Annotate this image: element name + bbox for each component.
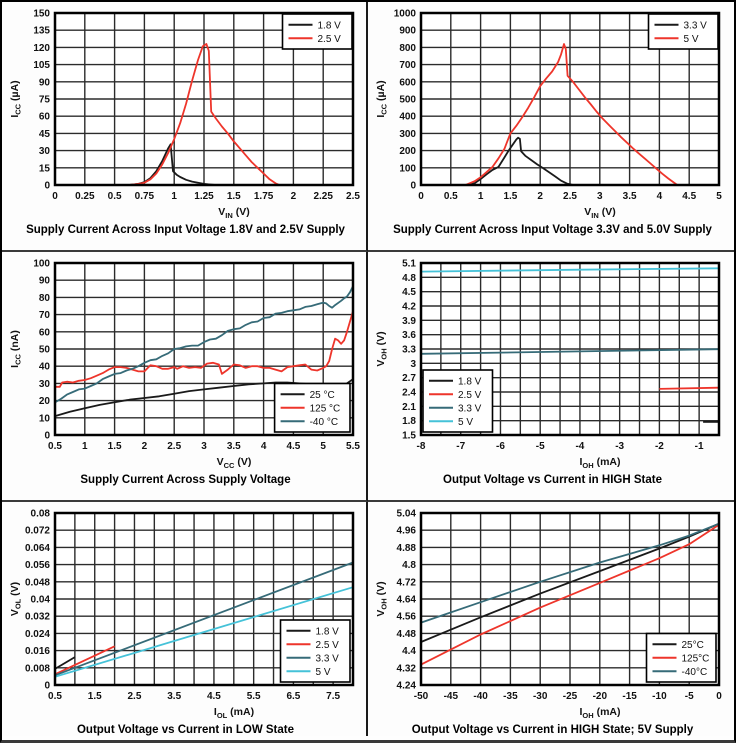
supply-current-vs-vcc-plot xyxy=(5,258,363,458)
svg-text:2.5 V: 2.5 V xyxy=(458,389,482,401)
svg-text:2.5: 2.5 xyxy=(167,441,182,452)
svg-text:0: 0 xyxy=(410,180,416,192)
x-axis-label: $I_{OL}$ (mA) xyxy=(213,706,255,721)
svg-text:2.25: 2.25 xyxy=(313,191,333,202)
svg-text:-6: -6 xyxy=(496,441,505,452)
supply-current-1v8-2v5-plot xyxy=(5,8,363,208)
svg-text:0: 0 xyxy=(418,191,424,202)
svg-text:4.4: 4.4 xyxy=(402,646,416,658)
svg-text:3.5: 3.5 xyxy=(167,691,182,702)
svg-text:2.7: 2.7 xyxy=(402,373,416,385)
svg-text:125°C: 125°C xyxy=(681,653,710,665)
svg-text:1.5: 1.5 xyxy=(107,441,122,452)
svg-text:25°C: 25°C xyxy=(681,639,704,651)
svg-text:4.56: 4.56 xyxy=(396,611,416,623)
svg-text:-50: -50 xyxy=(413,691,429,702)
svg-text:-30: -30 xyxy=(532,691,548,702)
chart-title: Supply Current Across Input Voltage 1.8V and 2.5V Supply xyxy=(26,224,345,237)
svg-text:5: 5 xyxy=(716,191,722,202)
svg-text:135: 135 xyxy=(33,25,50,37)
svg-text:4.5: 4.5 xyxy=(206,691,221,702)
chart-panel-voh-high-state-5v xyxy=(368,502,734,736)
x-axis-label: $V_{IN}$ (V) xyxy=(584,206,616,221)
svg-text:-3: -3 xyxy=(615,441,625,452)
svg-text:1.5: 1.5 xyxy=(87,691,102,702)
svg-text:4.32: 4.32 xyxy=(396,663,416,675)
svg-text:120: 120 xyxy=(33,42,50,54)
svg-text:4.5: 4.5 xyxy=(402,287,416,299)
svg-text:0.04: 0.04 xyxy=(30,594,50,606)
svg-text:1.8: 1.8 xyxy=(402,416,416,428)
svg-text:25 °C: 25 °C xyxy=(309,389,335,401)
x-axis-label: $I_{OH}$ (mA) xyxy=(579,456,621,471)
svg-text:30: 30 xyxy=(38,146,50,158)
svg-text:60: 60 xyxy=(38,327,50,339)
svg-text:VOL (V): $V_{OL}$ (V) xyxy=(9,581,23,617)
chart-title: Supply Current Across Supply Voltage xyxy=(80,474,291,487)
svg-text:1.5: 1.5 xyxy=(503,191,518,202)
svg-text:4.88: 4.88 xyxy=(396,542,416,554)
svg-text:-20: -20 xyxy=(592,691,608,702)
svg-text:700: 700 xyxy=(399,60,416,72)
svg-text:3.3: 3.3 xyxy=(402,344,416,356)
svg-text:10: 10 xyxy=(38,413,50,425)
svg-text:100: 100 xyxy=(399,163,416,175)
svg-text:2: 2 xyxy=(537,191,543,202)
svg-text:-8: -8 xyxy=(416,441,426,452)
svg-text:2.5: 2.5 xyxy=(563,191,577,202)
svg-text:0.5: 0.5 xyxy=(107,191,122,202)
svg-text:0.056: 0.056 xyxy=(24,560,50,572)
svg-text:3.3 V: 3.3 V xyxy=(315,653,339,665)
svg-text:-10: -10 xyxy=(652,691,667,702)
svg-text:1000: 1000 xyxy=(393,8,416,20)
svg-text:100: 100 xyxy=(33,258,50,270)
svg-text:20: 20 xyxy=(38,396,50,408)
chart-title: Output Voltage vs Current in HIGH State; 5V Supply xyxy=(411,724,694,736)
svg-text:3.6: 3.6 xyxy=(402,330,416,342)
svg-text:0: 0 xyxy=(44,680,50,692)
svg-text:4.24: 4.24 xyxy=(396,680,416,692)
svg-text:-5: -5 xyxy=(684,691,694,702)
svg-text:5: 5 xyxy=(320,441,326,452)
vol-low-state-plot xyxy=(5,508,363,708)
svg-text:3: 3 xyxy=(410,358,416,370)
svg-text:200: 200 xyxy=(399,146,416,158)
svg-text:5 V: 5 V xyxy=(683,33,699,45)
svg-text:2.5 V: 2.5 V xyxy=(317,33,341,45)
x-axis-label: $V_{IN}$ (V) xyxy=(218,206,250,221)
svg-text:3: 3 xyxy=(597,191,603,202)
supply-current-3v3-5v-plot xyxy=(371,8,729,208)
svg-text:1.25: 1.25 xyxy=(194,191,214,202)
svg-text:4.8: 4.8 xyxy=(402,272,416,284)
svg-text:80: 80 xyxy=(38,292,50,304)
svg-text:0.016: 0.016 xyxy=(24,646,50,658)
svg-text:5.5: 5.5 xyxy=(346,441,360,452)
x-axis-label: $I_{OH}$ (mA) xyxy=(579,706,621,721)
svg-text:4.8: 4.8 xyxy=(402,560,416,572)
svg-text:0.024: 0.024 xyxy=(24,628,50,640)
svg-text:-1: -1 xyxy=(694,441,704,452)
svg-text:ICC (nA): $I_{CC}$ (nA) xyxy=(9,330,23,368)
svg-text:0.5: 0.5 xyxy=(48,691,62,702)
svg-text:7.5: 7.5 xyxy=(326,691,341,702)
svg-text:90: 90 xyxy=(38,77,50,89)
svg-text:-40: -40 xyxy=(473,691,488,702)
svg-text:-4: -4 xyxy=(575,441,585,452)
svg-text:50: 50 xyxy=(38,344,50,356)
svg-text:3.9: 3.9 xyxy=(402,315,416,327)
chart-title: Output Voltage vs Current in HIGH State xyxy=(443,474,662,487)
svg-text:2.5 V: 2.5 V xyxy=(315,639,339,651)
svg-text:0.75: 0.75 xyxy=(134,191,155,202)
svg-text:0.5: 0.5 xyxy=(48,441,62,452)
svg-text:0: 0 xyxy=(44,180,50,192)
svg-text:0.008: 0.008 xyxy=(24,663,50,675)
svg-text:-15: -15 xyxy=(622,691,637,702)
svg-text:4: 4 xyxy=(260,441,267,452)
svg-text:-40 °C: -40 °C xyxy=(309,416,339,428)
svg-text:60: 60 xyxy=(38,111,50,123)
svg-text:1.5: 1.5 xyxy=(402,430,416,442)
chart-panel-supply-current-vs-vcc xyxy=(2,252,368,502)
chart-panel-voh-high-state xyxy=(368,252,734,502)
svg-text:0: 0 xyxy=(44,430,50,442)
svg-text:5.04: 5.04 xyxy=(396,508,416,520)
svg-text:2.4: 2.4 xyxy=(402,387,416,399)
svg-text:VOH (V): $V_{OH}$ (V) xyxy=(375,331,389,367)
chart-panel-vol-low-state xyxy=(2,502,368,736)
x-axis-label: $V_{CC}$ (V) xyxy=(216,456,252,471)
svg-text:2: 2 xyxy=(141,441,148,452)
svg-text:1.75: 1.75 xyxy=(253,191,274,202)
svg-text:2.1: 2.1 xyxy=(402,401,416,413)
svg-text:90: 90 xyxy=(38,275,50,287)
voh-high-state-5v-plot xyxy=(371,508,729,708)
svg-text:15: 15 xyxy=(38,163,50,175)
svg-text:6.5: 6.5 xyxy=(286,691,301,702)
svg-text:300: 300 xyxy=(399,128,416,140)
svg-text:4.5: 4.5 xyxy=(682,191,697,202)
svg-text:800: 800 xyxy=(399,42,416,54)
svg-text:1.5: 1.5 xyxy=(226,191,241,202)
svg-text:5.5: 5.5 xyxy=(246,691,261,702)
svg-text:-7: -7 xyxy=(456,441,466,452)
svg-text:-25: -25 xyxy=(562,691,578,702)
svg-text:3.5: 3.5 xyxy=(226,441,241,452)
svg-text:900: 900 xyxy=(399,25,416,37)
chart-title: Supply Current Across Input Voltage 3.3V and 5.0V Supply xyxy=(393,224,712,237)
svg-text:45: 45 xyxy=(38,128,50,140)
svg-text:0: 0 xyxy=(716,691,722,702)
svg-text:600: 600 xyxy=(399,77,416,89)
svg-text:3.3 V: 3.3 V xyxy=(683,20,707,32)
svg-text:105: 105 xyxy=(33,60,50,72)
svg-text:-2: -2 xyxy=(654,441,664,452)
svg-text:4.2: 4.2 xyxy=(402,301,416,313)
svg-text:2.5: 2.5 xyxy=(346,191,360,202)
svg-text:-5: -5 xyxy=(535,441,545,452)
svg-text:1.8 V: 1.8 V xyxy=(315,626,339,638)
svg-text:0: 0 xyxy=(52,191,58,202)
svg-text:0.25: 0.25 xyxy=(75,191,95,202)
svg-text:5 V: 5 V xyxy=(458,416,474,428)
chart-panel-supply-current-1v8-2v5 xyxy=(2,2,368,252)
svg-text:2.5: 2.5 xyxy=(127,691,142,702)
svg-text:0.032: 0.032 xyxy=(24,611,50,623)
svg-text:0.5: 0.5 xyxy=(443,191,458,202)
svg-text:4.72: 4.72 xyxy=(396,577,416,589)
svg-text:ICC (µA): $I_{CC}$ (µA) xyxy=(9,80,23,118)
svg-text:VOH (V): $V_{OH}$ (V) xyxy=(375,581,389,617)
svg-text:0.048: 0.048 xyxy=(24,577,50,589)
svg-text:500: 500 xyxy=(399,94,416,106)
svg-text:4.96: 4.96 xyxy=(396,525,416,537)
svg-text:75: 75 xyxy=(38,94,50,106)
svg-text:1.8 V: 1.8 V xyxy=(458,376,482,388)
chart-panel-supply-current-3v3-5v xyxy=(368,2,734,252)
svg-text:4.48: 4.48 xyxy=(396,628,416,640)
svg-text:0.08: 0.08 xyxy=(30,508,50,520)
svg-text:3.5: 3.5 xyxy=(622,191,637,202)
svg-text:70: 70 xyxy=(38,310,50,322)
svg-text:0.072: 0.072 xyxy=(24,525,50,537)
chart-title: Output Voltage vs Current in LOW State xyxy=(76,724,295,736)
svg-text:4.64: 4.64 xyxy=(396,594,416,606)
svg-text:30: 30 xyxy=(38,378,50,390)
svg-text:-45: -45 xyxy=(443,691,459,702)
svg-text:2: 2 xyxy=(290,191,297,202)
svg-text:400: 400 xyxy=(399,111,416,123)
svg-text:3: 3 xyxy=(201,441,207,452)
svg-text:4.5: 4.5 xyxy=(286,441,301,452)
svg-text:1: 1 xyxy=(82,441,88,452)
svg-text:-35: -35 xyxy=(503,691,518,702)
svg-text:1: 1 xyxy=(171,191,177,202)
svg-text:-40°C: -40°C xyxy=(681,666,708,678)
svg-text:5 V: 5 V xyxy=(315,666,331,678)
svg-text:0.064: 0.064 xyxy=(24,542,50,554)
svg-text:3.3 V: 3.3 V xyxy=(458,403,482,415)
svg-text:1.8 V: 1.8 V xyxy=(317,20,341,32)
svg-text:125 °C: 125 °C xyxy=(309,403,341,415)
svg-text:4: 4 xyxy=(656,191,663,202)
svg-text:5.1: 5.1 xyxy=(402,258,416,270)
voh-high-state-plot xyxy=(371,258,729,458)
svg-text:1: 1 xyxy=(477,191,484,202)
svg-text:150: 150 xyxy=(33,8,50,20)
svg-text:ICC (µA): $I_{CC}$ (µA) xyxy=(375,80,389,118)
svg-text:40: 40 xyxy=(38,361,50,373)
